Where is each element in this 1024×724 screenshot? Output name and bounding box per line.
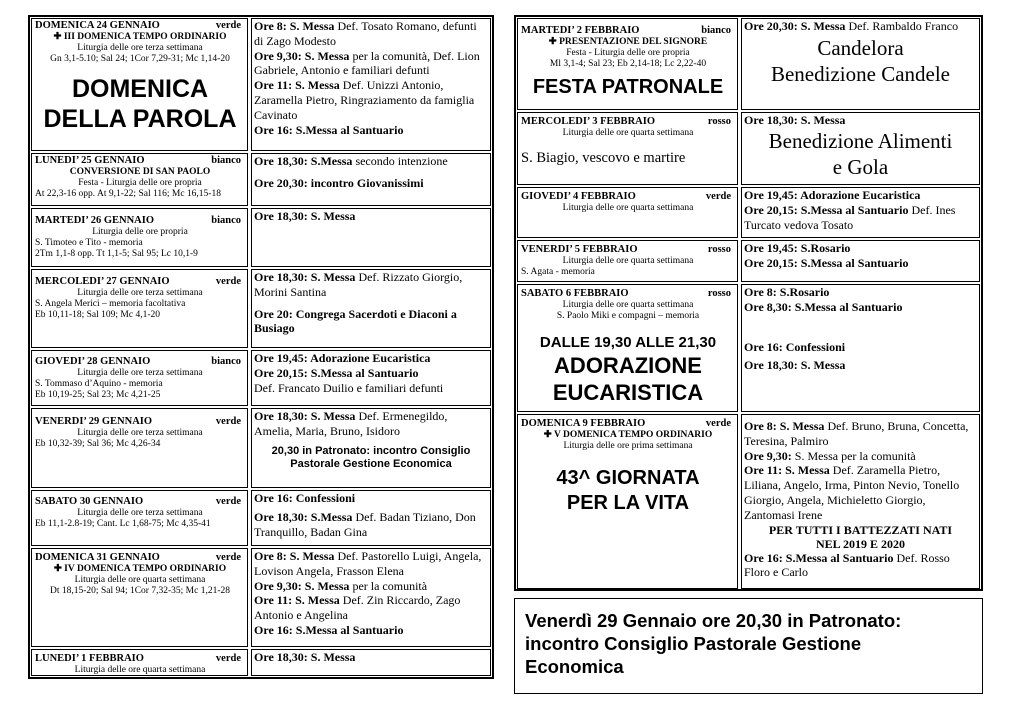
day-liturgy: Liturgia delle ore quarta settimana xyxy=(562,300,694,310)
mass-cell xyxy=(741,112,980,185)
mass-line: Ore 9,30: S. Messa per la comunità, Def. Lion Gabriele, Antonio e familiari defunti xyxy=(254,48,480,78)
mass-cell xyxy=(251,649,491,676)
day-date: MARTEDI’ 2 FEBBRAIO xyxy=(521,25,640,36)
mass-line: Ore 16: Confessioni xyxy=(744,339,846,354)
mass-line: Ore 8: S. Messa Def. Pastorello Luigi, Angela, Lovison Angela, Frasson Elena xyxy=(254,549,482,578)
liturgical-color: rosso xyxy=(707,116,731,127)
mass-cell xyxy=(251,153,491,206)
day-date: LUNEDI’ 1 FEBBRAIO xyxy=(35,653,144,664)
day-readings: Eb 11,1-2.8-19; Cant. Lc 1,68-75; Mc 4,35-41 xyxy=(35,519,211,529)
liturgical-color: rosso xyxy=(707,288,731,299)
mass-line: Ore 8,30: S.Messa al Santuario xyxy=(744,299,903,314)
day-readings: Ml 3,1-4; Sal 23; Eb 2,14-18; Lc 2,22-40 xyxy=(549,59,707,69)
day-cell xyxy=(31,350,248,406)
day-row-friday-29 xyxy=(31,408,491,488)
day-cell xyxy=(517,414,738,589)
day-date: SABATO 30 GENNAIO xyxy=(35,496,144,507)
day-cell xyxy=(31,649,248,676)
day-cell xyxy=(517,187,738,238)
left-calendar-panel xyxy=(28,15,494,679)
day-liturgy: Festa - Liturgia delle ore propria xyxy=(78,178,202,188)
blessing-banner: Benedizione Alimenti e Gola xyxy=(768,128,953,179)
mass-line: Ore 9,30: S. Messa per la comunità xyxy=(744,448,916,463)
liturgical-color: verde xyxy=(215,276,241,287)
day-row-saturday-30 xyxy=(31,490,491,546)
day-date: GIOVEDI’ 28 GENNAIO xyxy=(35,356,151,367)
mass-line: Ore 18,30: S. Messa Def. Ermenegildo, Amelia, Maria, Bruno, Isidoro xyxy=(254,409,448,438)
mass-line: Ore 19,45: Adorazione Eucaristica xyxy=(744,188,921,202)
day-readings: 2Tm 1,1-8 opp. Tt 1,1-5; Sal 95; Lc 10,1-9 xyxy=(35,249,198,259)
liturgical-color: verde xyxy=(215,552,241,563)
day-date: GIOVEDI’ 4 FEBBRAIO xyxy=(521,191,636,202)
day-liturgy: Liturgia delle ore terza settimana xyxy=(77,508,203,518)
mass-line: Ore 18,30: S. Messa xyxy=(744,358,846,373)
day-special: ✚ V DOMENICA TEMPO ORDINARIO xyxy=(543,430,713,440)
day-liturgy: Liturgia delle ore quarta settimana xyxy=(562,203,694,213)
day-saint: S. Timoteo e Tito - memoria xyxy=(35,238,143,248)
mass-line: Ore 20,15: S.Messa al Santuario xyxy=(254,365,419,380)
day-highlight: FESTA PATRONALE xyxy=(532,76,724,98)
mass-line: Ore 19,45: Adorazione Eucaristica xyxy=(254,351,431,365)
day-cell xyxy=(31,153,248,206)
mass-cell xyxy=(741,414,980,589)
day-readings: At 22,3-16 opp. At 9,1-22; Sal 116; Mc 16,15-18 xyxy=(35,189,221,199)
day-readings: Eb 10,19-25; Sal 23; Mc 4,21-25 xyxy=(35,390,161,400)
day-readings: Gn 3,1-5.10; Sal 24; 1Cor 7,29-31; Mc 1,14-20 xyxy=(50,54,230,64)
day-highlight: 43^ GIORNATA PER LA VITA xyxy=(556,467,700,514)
day-date: MARTEDI’ 26 GENNAIO xyxy=(35,215,155,226)
day-date: MERCOLEDI’ 3 FEBBRAIO xyxy=(521,116,655,127)
day-row-tuesday-2 xyxy=(517,18,980,110)
day-date: DOMENICA 9 FEBBRAIO xyxy=(521,418,646,429)
mass-line: Ore 18,30: S. Messa Def. Rizzato Giorgio, Morini Santina xyxy=(254,270,463,299)
day-liturgy: Liturgia delle ore terza settimana xyxy=(77,43,203,53)
day-liturgy: Liturgia delle ore quarta settimana xyxy=(74,665,206,675)
day-row-thursday-4 xyxy=(517,187,980,238)
mass-line: Ore 20,15: S.Messa al Santuario xyxy=(744,255,909,270)
council-note: 20,30 in Patronato: incontro Consiglio Pastorale Gestione Economica xyxy=(271,444,471,470)
liturgical-color: bianco xyxy=(701,25,731,36)
mass-line: Ore 11: S. Messa Def. Unizzi Antonio, Zaramella Pietro, Ringraziamento da famiglia Cavinato xyxy=(254,78,475,122)
council-notice-box xyxy=(514,598,983,694)
mass-cell xyxy=(251,490,491,546)
day-cell xyxy=(31,269,248,348)
day-saint: S. Biagio, vescovo e martire xyxy=(521,150,686,166)
mass-line: Ore 20,30: incontro Giovanissimi xyxy=(254,175,424,190)
day-cell xyxy=(31,548,248,647)
mass-cell xyxy=(251,408,491,488)
liturgical-color: verde xyxy=(215,653,241,664)
day-liturgy: Liturgia delle ore prima settimana xyxy=(563,441,693,451)
mass-line: Ore 16: Confessioni xyxy=(254,491,356,505)
day-liturgy: Festa - Liturgia delle ore propria xyxy=(566,48,690,58)
adoration-hours: DALLE 19,30 ALLE 21,30 xyxy=(539,334,717,351)
mass-line: Ore 18,30: S. Messa xyxy=(254,209,356,223)
day-cell xyxy=(517,240,738,282)
mass-line: Ore 11: S. Messa Def. Zaramella Pietro, Liliana, Angelo, Irma, Pinton Nevio, Tonello Giorgio, Angela, Michieletto Giorgio, Zantomasi Irene xyxy=(744,463,960,522)
day-row-sunday-31 xyxy=(31,548,491,647)
mass-line: Ore 20,15: S.Messa al Santuario Def. Ines Turcato vedova Tosato xyxy=(744,202,956,232)
mass-cell xyxy=(251,18,491,151)
day-saint: S. Angela Merici – memoria facoltativa xyxy=(35,299,186,309)
day-liturgy: Liturgia delle ore terza settimana xyxy=(77,428,203,438)
liturgical-color: bianco xyxy=(211,356,241,367)
liturgical-color: verde xyxy=(705,418,731,429)
day-special: CONVERSIONE DI SAN PAOLO xyxy=(69,167,211,177)
day-special: ✚ III DOMENICA TEMPO ORDINARIO xyxy=(53,32,227,42)
mass-cell xyxy=(251,269,491,348)
liturgical-color: rosso xyxy=(707,244,731,255)
day-row-saturday-6 xyxy=(517,284,980,412)
liturgical-color: bianco xyxy=(211,155,241,166)
day-liturgy: Liturgia delle ore quarta settimana xyxy=(562,256,694,266)
notice-line: Venerdì 29 Gennaio ore 20,30 in Patronato: xyxy=(525,610,902,631)
right-calendar-panel xyxy=(514,15,983,591)
day-readings: Eb 10,32-39; Sal 36; Mc 4,26-34 xyxy=(35,439,161,449)
mass-cell xyxy=(741,187,980,238)
day-row-wednesday-3 xyxy=(517,112,980,185)
candelora-banner: Candelora Benedizione Candele xyxy=(770,35,950,86)
day-cell xyxy=(517,284,738,412)
day-cell xyxy=(31,408,248,488)
mass-line: Ore 8: S. Messa Def. Bruno, Bruna, Concetta, Teresina, Palmiro xyxy=(744,419,969,448)
mass-line: Ore 18,30: S.Messa Def. Badan Tiziano, Don Tranquillo, Badan Gina xyxy=(254,509,476,539)
day-readings: Dt 18,15-20; Sal 94; 1Cor 7,32-35; Mc 1,21-28 xyxy=(50,586,230,596)
baptism-note: PER TUTTI I BATTEZZATI NATI NEL 2019 E 2020 xyxy=(768,522,953,551)
liturgical-color: verde xyxy=(705,191,731,202)
day-liturgy: Liturgia delle ore terza settimana xyxy=(77,368,203,378)
day-date: SABATO 6 FEBBRAIO xyxy=(521,288,629,299)
day-saint: S. Agata - memoria xyxy=(521,267,595,277)
day-date: DOMENICA 24 GENNAIO xyxy=(35,20,160,31)
mass-line: Def. Francato Duilio e familiari defunti xyxy=(254,380,444,395)
mass-line: Ore 8: S.Rosario xyxy=(744,285,830,299)
day-cell xyxy=(31,490,248,546)
mass-cell xyxy=(251,548,491,647)
day-saint: S. Tommaso d’Aquino - memoria xyxy=(35,379,163,389)
day-highlight: DOMENICA DELLA PAROLA xyxy=(43,75,237,133)
mass-cell xyxy=(741,18,980,110)
mass-cell xyxy=(251,350,491,406)
liturgical-color: verde xyxy=(215,496,241,507)
mass-line: Ore 9,30: S. Messa per la comunità xyxy=(254,578,428,593)
mass-cell xyxy=(251,208,491,267)
liturgical-color: bianco xyxy=(211,215,241,226)
mass-line: Ore 8: S. Messa Def. Tosato Romano, defunti di Zago Modesto xyxy=(254,19,477,48)
liturgical-color: verde xyxy=(215,20,241,31)
liturgical-color: verde xyxy=(215,416,241,427)
day-date: VENERDI’ 5 FEBBRAIO xyxy=(521,244,638,255)
day-date: DOMENICA 31 GENNAIO xyxy=(35,552,160,563)
mass-line: Ore 11: S. Messa Def. Zin Riccardo, Zago Antonio e Angelina xyxy=(254,593,461,623)
day-cell xyxy=(517,112,738,185)
day-cell xyxy=(31,208,248,267)
day-liturgy: Liturgia delle ore propria xyxy=(92,227,188,237)
mass-line: Ore 16: S.Messa al Santuario xyxy=(254,122,404,137)
mass-line: Ore 18,30: S. Messa xyxy=(744,113,846,127)
day-date: VENERDI’ 29 GENNAIO xyxy=(35,416,153,427)
day-row-thursday-28 xyxy=(31,350,491,406)
notice-line: incontro Consiglio Pastorale Gestione xyxy=(525,633,862,654)
day-highlight: ADORAZIONE EUCARISTICA xyxy=(552,353,704,405)
day-special: ✚ IV DOMENICA TEMPO ORDINARIO xyxy=(53,564,227,574)
day-row-monday-25 xyxy=(31,153,491,206)
day-liturgy: Liturgia delle ore quarta settimana xyxy=(74,575,206,585)
day-row-tuesday-26 xyxy=(31,208,491,267)
day-cell xyxy=(31,18,248,151)
day-row-friday-5 xyxy=(517,240,980,282)
day-cell xyxy=(517,18,738,110)
day-liturgy: Liturgia delle ore quarta settimana xyxy=(562,128,694,138)
day-date: MERCOLEDI’ 27 GENNAIO xyxy=(35,276,170,287)
day-liturgy: Liturgia delle ore terza settimana xyxy=(77,288,203,298)
day-row-sunday-24 xyxy=(31,18,491,151)
day-readings: Eb 10,11-18; Sal 109; Mc 4,1-20 xyxy=(35,310,160,320)
notice-line: Economica xyxy=(525,656,624,677)
day-special: ✚ PRESENTAZIONE DEL SIGNORE xyxy=(548,37,708,47)
day-saint: S. Paolo Miki e compagni – memoria xyxy=(556,311,700,321)
mass-line: Ore 16: S.Messa al Santuario xyxy=(254,622,404,637)
mass-line: Ore 16: S.Messa al Santuario Def. Rosso Floro e Carlo xyxy=(744,550,950,580)
mass-cell xyxy=(741,284,980,412)
day-row-monday-1 xyxy=(31,649,491,676)
mass-cell xyxy=(741,240,980,282)
day-row-wednesday-27 xyxy=(31,269,491,348)
mass-line: Ore 19,45: S.Rosario xyxy=(744,241,851,255)
mass-line: Ore 20: Congrega Sacerdoti e Diaconi a Busiago xyxy=(254,306,457,336)
mass-line: Ore 20,30: S. Messa Def. Rambaldo Franco xyxy=(744,19,959,33)
day-date: LUNEDI’ 25 GENNAIO xyxy=(35,155,145,166)
mass-line: Ore 18,30: S.Messa secondo intenzione xyxy=(254,154,448,168)
day-row-sunday-9 xyxy=(517,414,980,589)
mass-line: Ore 18,30: S. Messa xyxy=(254,650,356,664)
